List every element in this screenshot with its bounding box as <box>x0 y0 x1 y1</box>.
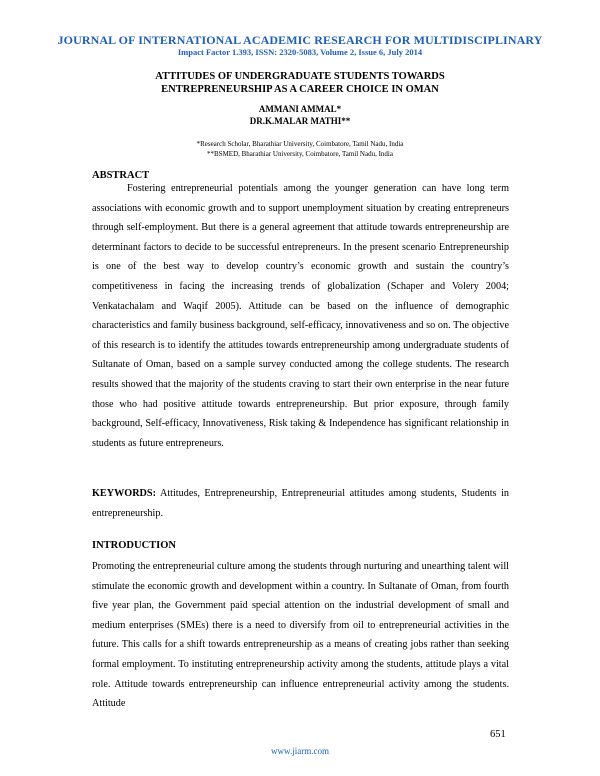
affiliation-2: **BSMED, Bharathiar University, Coimbatore, Tamil Nadu, India <box>207 149 393 158</box>
website-link[interactable]: www.jiarm.com <box>271 746 329 756</box>
journal-meta: Impact Factor 1.393, ISSN: 2320-5083, Volume 2, Issue 6, July 2014 <box>177 47 423 57</box>
keywords-text: Attitudes, Entrepreneurship, Entrepreneurial attitudes among students, Students in entrepreneurship. <box>92 488 509 519</box>
paper-title-line-2: ENTREPRENEURSHIP AS A CAREER CHOICE IN OMAN <box>161 84 439 95</box>
author-2: DR.K.MALAR MATHI** <box>249 115 351 126</box>
journal-name: JOURNAL OF INTERNATIONAL ACADEMIC RESEARCH FOR MULTIDISCIPLINARY <box>57 33 543 47</box>
author-list <box>0 104 600 127</box>
introduction-heading: INTRODUCTION <box>92 540 177 551</box>
abstract-heading: ABSTRACT <box>92 170 150 181</box>
keywords-label: KEYWORDS: <box>92 488 156 499</box>
paper-title-line-1: ATTITUDES OF UNDERGRADUATE STUDENTS TOWARDS <box>155 71 445 82</box>
affiliations <box>0 140 600 159</box>
abstract-text: Fostering entrepreneurial potentials among the younger generation can have long term associations with economic growth and to support unemployment situation by creating entrepreneurs through self-employment. But there is a general agreement that attitude towards entrepreneurship are determinant factors to decide to be successful entrepreneurs. In the present scenario Entrepreneurship is one of the best way to develop country’s economic growth and sustain the country’s competitiveness in facing the increasing trends of globalization (Schaper and Volery 2004; Venkatachalam and Waqif 2005). Attitude can be based on the influence of demographic characteristics and family business background, self-efficacy, innovativeness and so on. The objective of this research is to identify the attitudes towards entrepreneurship among undergraduate students of Sultanate of Oman, based on a sample survey conducted among the college students. The research results showed that the majority of the students craving to start their own enterprise in the near future those who had positive attitude towards entrepreneurship. But prior exposure, through family background, Self-efficacy, Innovativeness, Risk taking & Independence has significant relationship in students as future entrepreneurs. <box>92 183 509 449</box>
affiliation-1: *Research Scholar, Bharathiar University, Coimbatore, Tamil Nadu, India <box>196 140 404 148</box>
paper-title <box>0 70 600 96</box>
keywords-paragraph <box>92 484 509 523</box>
author-1: AMMANI AMMAL* <box>258 104 342 114</box>
introduction-text: Promoting the entrepreneurial culture among the students through nurturing and unearthing talent will stimulate the economic growth and development within a country. In Sultanate of Oman, from fourth five year plan, the Government paid special attention on the industrial development of small and medium enterprises (SMEs) there is a need to diversify from oil to entrepreneurial activities in the future. This calls for a shift towards entrepreneurship as a means of creating jobs rather than seeking formal employment. To instituting entrepreneurship activity among the students, attitude plays a vital role. Attitude towards entrepreneurship can influence entrepreneurial activity among the students. Attitude <box>92 561 509 710</box>
page-number: 651 <box>490 729 506 740</box>
